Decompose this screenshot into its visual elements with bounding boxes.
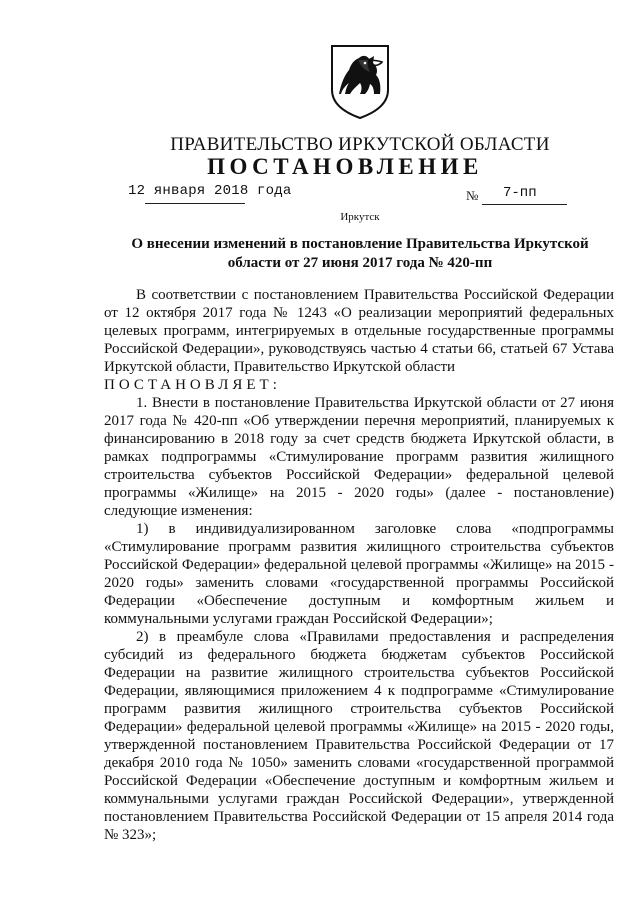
city-name: Иркутск: [340, 211, 380, 223]
document-date: 12 января 2018 года: [128, 183, 292, 199]
number-underline: [482, 204, 567, 205]
subitem-1-paragraph: 1) в индивидуализированном заголовке слова «подпрограммы «Стимулирование программ развития жилищного строительства субъектов Российской Федерации» федеральной целевой программы «Жилище» на 2015 - 2020 годы» заменить словами «государственной программы Российской Федерации «Обеспечение доступным и комфортным жильем и коммунальными услугами граждан Российской Федерации»;: [104, 521, 614, 627]
government-name: ПРАВИТЕЛЬСТВО ИРКУТСКОЙ ОБЛАСТИ: [170, 134, 550, 155]
date-underline: [145, 203, 245, 204]
document-title: О внесении изменений в постановление Правительства Иркутской области от 27 июня 2017 года № 420-пп: [131, 236, 589, 271]
document-number: 7-пп: [503, 185, 537, 201]
item-1-paragraph: 1. Внести в постановление Правительства Иркутской области от 27 июня 2017 года № 420-пп «Об утверждении перечня мероприятий, планируемых к финансированию в 2018 году за счет средств бюджета Иркутской области, в рамках подпрограммы «Стимулирование программ развития жилищного строительства субъектов Российской Федерации» федеральной целевой программы «Жилище» на 2015 - 2020 годы» (далее - постановление) следующие изменения:: [104, 395, 614, 519]
document-type: ПОСТАНОВЛЕНИЕ: [207, 154, 483, 179]
preamble-paragraph: В соответствии с постановлением Правительства Российской Федерации от 12 октября 2017 года № 1243 «О реализации мероприятий федеральных целевых программ, интегрируемых в отдельные государственные программы Российской Федерации», руководствуясь частью 4 статьи 66, статьей 67 Устава Иркутской области, Правительство Иркутской области: [104, 287, 614, 375]
resolve-heading: ПОСТАНОВЛЯЕТ:: [104, 377, 281, 393]
number-sign: №: [466, 188, 479, 203]
subitem-2-paragraph: 2) в преамбуле слова «Правилами предоставления и распределения субсидий из федерального бюджета бюджетам субъектов Российской Федерации на развитие жилищного строительства субъектов Российской Федерации, являющимися приложением 4 к подпрограмме «Стимулирование программ развития жилищного строительства субъектов Российской Федерации» федеральной целевой программы «Жилище» на 2015 - 2020 годы, утвержденной постановлением Правительства Российской Федерации от 17 декабря 2010 года № 1050» заменить словами «государственной программой Российской Федерации «Обеспечение доступным и комфортным жильем и коммунальными услугами граждан Российской Федерации», утвержденной постановлением Правительства Российской Федерации от 15 апреля 2014 года № 323»;: [104, 629, 614, 843]
document-body: [104, 286, 614, 844]
irkutsk-emblem-icon: [328, 42, 392, 120]
